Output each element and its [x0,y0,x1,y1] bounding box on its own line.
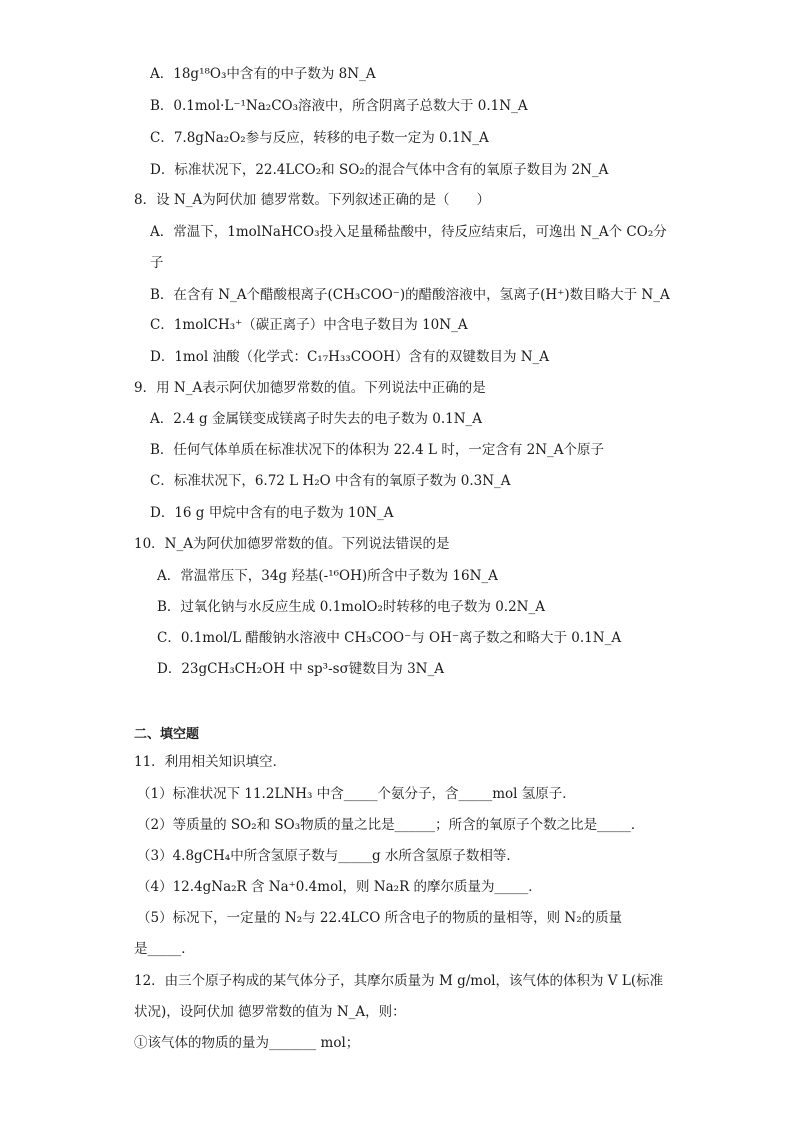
q10-stem: 10．N_A为阿伏加德罗常数的值。下列说法错误的是 [134,536,450,552]
q10-option-a: A．常温常压下，34g 羟基(-¹⁶OH)所含中子数为 16N_A [157,568,498,584]
q8-option-d: D．1mol 油酸（化学式：C₁₇H₃₃COOH）含有的双键数目为 N_A [150,349,550,365]
q11-part-4: （4）12.4gNa₂R 含 Na⁺0.4mol，则 Na₂R 的摩尔质量为_____． [137,879,542,895]
section-heading-fill-in: 二、填空题 [134,727,200,742]
q11-part-2: （2）等质量的 SO₂和 SO₃物质的量之比是______；所含的氧原子个数之比是_____． [137,817,645,833]
q7-option-a: A．18g¹⁸O₃中含有的中子数为 8N_A [150,66,376,82]
q8-stem: 8．设 N_A为阿伏加 德罗常数。下列叙述正确的是（ ） [134,192,490,208]
q9-option-a: A．2.4 g 金属镁变成镁离子时失去的电子数为 0.1N_A [150,411,483,427]
q12-stem-cont: 状况)，设阿伏加 德罗常数的值为 N_A，则： [134,1004,406,1020]
q11-part-5: （5）标况下，一定量的 N₂与 22.4LCO 所含电子的物质的量相等，则 N₂的质量 [137,910,623,926]
q12-stem: 12．由三个原子构成的某气体分子，其摩尔质量为 M g/mol，该气体的体积为 V L(标准 [134,973,664,989]
q9-option-d: D．16 g 甲烷中含有的电子数为 10N_A [150,505,394,521]
q11-part-3: （3）4.8gCH₄中所含氢原子数与_____g 水所含氢原子数相等． [137,848,520,864]
q7-option-c: C．7.8gNa₂O₂参与反应，转移的电子数一定为 0.1N_A [150,130,489,146]
q8-option-b: B．在含有 N_A个醋酸根离子(CH₃COO⁻)的醋酸溶液中，氢离子(H⁺)数目略大于 N_A [150,287,670,303]
q8-option-a-cont: 子 [150,255,164,271]
q9-stem: 9．用 N_A表示阿伏加德罗常数的值。下列说法中正确的是 [134,380,486,396]
q7-option-d: D．标准状况下，22.4LCO₂和 SO₂的混合气体中含有的氧原子数目为 2N_A [150,162,609,178]
q12-part-1: ①该气体的物质的量为_______ mol； [134,1035,360,1051]
q9-option-b: B．任何气体单质在标准状况下的体积为 22.4 L 时，一定含有 2N_A个原子 [150,442,605,458]
q8-option-c: C．1molCH₃⁺（碳正离子）中含电子数目为 10N_A [150,317,468,333]
q11-part-1: （1）标准状况下 11.2LNH₃ 中含_____个氨分子，含_____mol 氢原子． [137,786,576,802]
q10-option-c: C．0.1mol/L 醋酸钠水溶液中 CH₃COO⁻与 OH⁻离子数之和略大于 0.1N_A [157,630,622,646]
q7-option-b: B．0.1mol·L⁻¹Na₂CO₃溶液中，所含阴离子总数大于 0.1N_A [150,98,528,114]
q11-part-5-cont: 是_____． [134,941,195,957]
q11-stem: 11．利用相关知识填空． [134,754,287,770]
q8-option-a: A．常温下，1molNaHCO₃投入足量稀盐酸中，待反应结束后，可逸出 N_A个 CO₂分 [150,224,667,240]
q9-option-c: C．标准状况下，6.72 L H₂O 中含有的氧原子数为 0.3N_A [150,473,511,489]
q10-option-d: D．23gCH₃CH₂OH 中 sp³-sσ键数目为 3N_A [157,661,444,677]
q10-option-b: B．过氧化钠与水反应生成 0.1molO₂时转移的电子数为 0.2N_A [157,599,545,615]
